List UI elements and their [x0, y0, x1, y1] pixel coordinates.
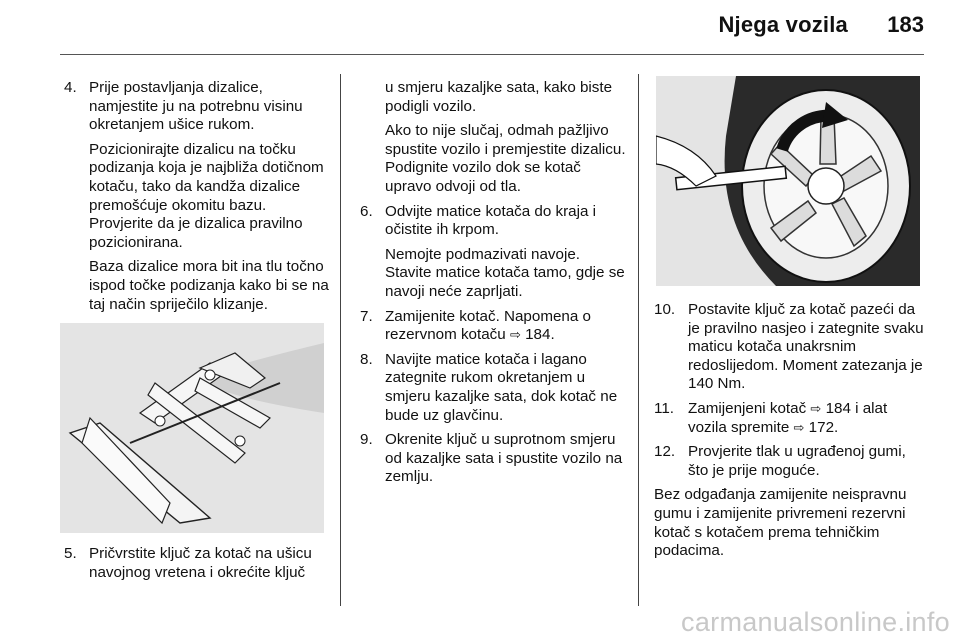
paragraph: u smjeru kazaljke sata, kako biste podigli vozilo. — [385, 79, 613, 115]
column-divider-2 — [638, 74, 639, 606]
column-1-lower — [64, 545, 332, 588]
paragraph: Postavite ključ za kotač pazeći da je pravilno nasjeo i zategnite svaku maticu kotača unakrsnim redoslijedom. Moment zatezanja je 140 Nm. — [688, 301, 924, 393]
column-3 — [654, 301, 928, 567]
list-item — [360, 203, 630, 302]
item-number: 7. — [360, 307, 373, 325]
page-ref-arrow: ⇨ — [509, 327, 521, 343]
paragraph: Pozicionirajte dizalicu na točku podizanja koja je najbliža dotičnom kotaču, tako da kandža dizalice premošćuje okomitu bazu. Provjerite da je dizalica pravilno pozicionirana. — [89, 140, 324, 251]
scissor-jack-icon — [60, 323, 324, 533]
paragraph: Nemojte podmazivati navoje. Stavite matice kotača tamo, gdje se navoji neće zaprljati. — [385, 245, 625, 300]
header-rule — [60, 54, 924, 55]
item-number: 12. — [654, 443, 676, 461]
paragraph: Odvijte matice kotača do kraja i očistite ih krpom. — [385, 202, 597, 239]
column-2 — [360, 79, 630, 493]
item-text: Zamijenite kotač. Napomena o rezervnom kotaču — [385, 307, 591, 344]
note-text — [654, 486, 928, 560]
wheel-illustration — [656, 76, 920, 286]
list-item — [64, 79, 332, 314]
item-number: 11. — [654, 399, 674, 417]
page-ref-arrow: ⇨ — [810, 400, 822, 416]
continuation-text — [360, 79, 630, 197]
page-title: Njega vozila — [718, 12, 848, 37]
page-ref-link[interactable]: 184 — [525, 326, 551, 344]
paragraph: Ako to nije slučaj, odmah pažljivo spustite vozilo i premjestite dizalicu. Podignite vozilo dok se kotač upravo odvoji od tla. — [385, 122, 626, 195]
item-number: 9. — [360, 431, 373, 449]
item-number: 8. — [360, 350, 373, 368]
page-ref-link[interactable]: 172 — [808, 418, 835, 436]
paragraph: Provjerite tlak u ugrađenoj gumi, što je prije moguće. — [688, 443, 906, 479]
item-number: 4. — [64, 79, 77, 96]
item-text: i alat vozila spremite — [688, 399, 888, 436]
jack-illustration — [60, 323, 324, 533]
paragraph: Pričvrstite ključ za kotač na ušicu navojnog vretena i okrećite ključ — [89, 545, 312, 581]
list-item — [654, 443, 928, 480]
item-number: 10. — [654, 301, 676, 318]
list-item — [360, 351, 630, 425]
punctuation: . — [550, 326, 555, 344]
column-divider-1 — [340, 74, 341, 606]
paragraph: Bez odgađanja zamijenite neispravnu gumu i zamijenite privremeni rezervni kotač s kotačem prema tehničkim podacima. — [654, 486, 907, 560]
page-number: 183 — [887, 12, 924, 37]
item-number: 5. — [64, 545, 77, 562]
list-item — [360, 431, 630, 487]
list-item — [654, 301, 928, 394]
paragraph: Navijte matice kotača i lagano zategnite rukom okretanjem u smjeru kazaljke sata, dok kotač ne bude uz glavčinu. — [385, 350, 618, 424]
item-text: Zamijenjeni kotač — [688, 399, 807, 417]
list-item — [654, 399, 928, 437]
page-ref-arrow: ⇨ — [793, 419, 805, 435]
wheel-wrench-icon — [656, 76, 920, 286]
item-number: 6. — [360, 202, 373, 220]
watermark: carmanualsonline.info — [681, 607, 950, 637]
paragraph: Prije postavljanja dizalice, namjestite ju na potrebnu visinu okretanjem ušice rukom. — [89, 79, 303, 134]
list-item — [360, 308, 630, 345]
paragraph — [385, 308, 630, 345]
column-1 — [64, 79, 332, 320]
paragraph: Baza dizalice mora bit ina tlu točno ispod točke podizanja kako bi se na taj način spriječilo klizanje. — [89, 258, 329, 313]
punctuation: . — [834, 418, 839, 436]
page-ref-link[interactable]: 184 — [825, 399, 851, 417]
paragraph: Okrenite ključ u suprotnom smjeru od kazaljke sata i spustite vozilo na zemlju. — [385, 431, 623, 486]
list-item — [64, 545, 332, 582]
paragraph — [688, 400, 928, 437]
